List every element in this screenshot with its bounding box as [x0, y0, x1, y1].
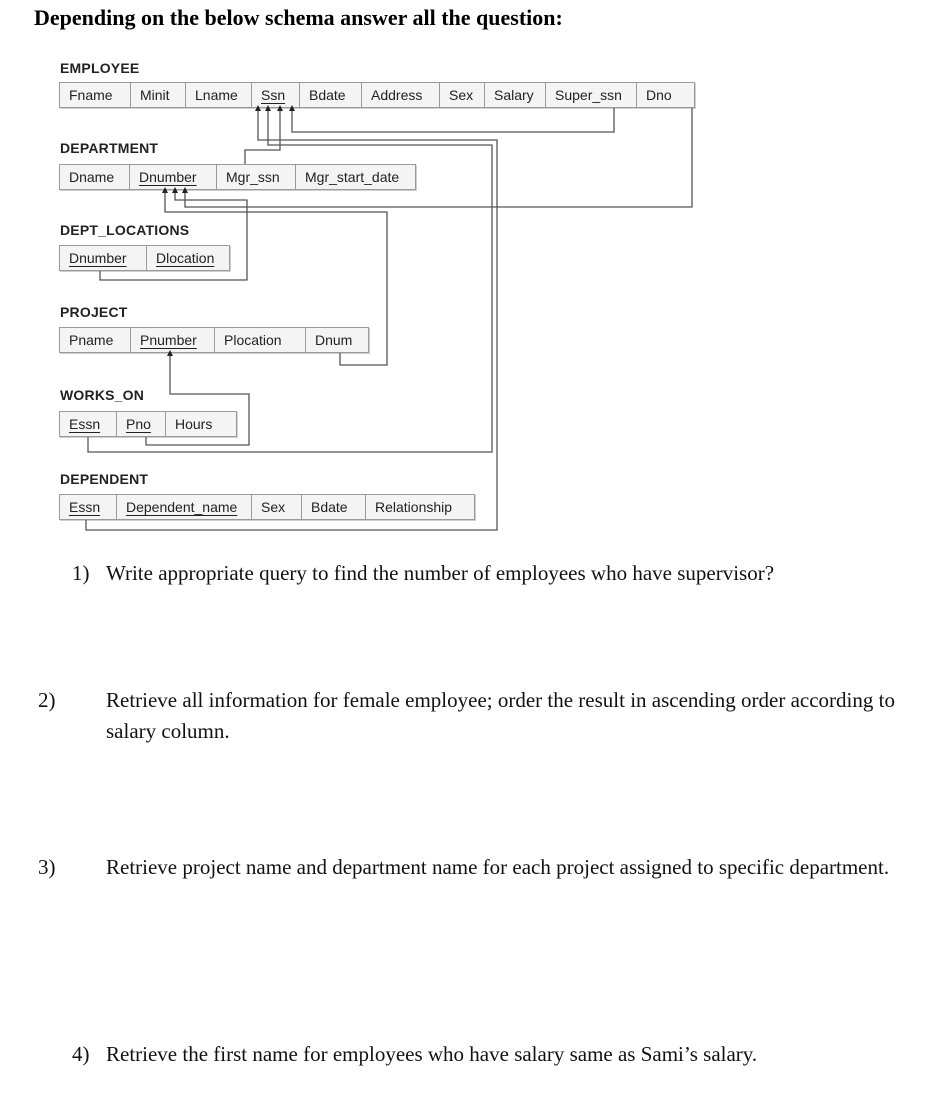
- attr-project-pnumber: Pnumber: [131, 328, 215, 352]
- attr-employee-salary: Salary: [485, 83, 546, 107]
- question-2-number: 2): [38, 688, 56, 712]
- fk-line-super-ssn: [292, 108, 614, 132]
- attr-dept-locations-dnumber: Dnumber: [60, 246, 147, 270]
- attr-dept-locations-dlocation: Dlocation: [156, 250, 215, 266]
- relation-employee: [59, 82, 695, 108]
- relation-title-dependent: DEPENDENT: [60, 471, 149, 487]
- attr-dependent-sex: Sex: [252, 495, 302, 519]
- attr-employee-minit: Minit: [131, 83, 186, 107]
- attr-project-pname: Pname: [60, 328, 131, 352]
- question-1-text: Write appropriate query to find the number of employees who have supervisor?: [106, 561, 775, 585]
- attr-employee-address: Address: [362, 83, 440, 107]
- fk-line-mgr-ssn: [245, 110, 280, 164]
- relation-department: [59, 164, 416, 190]
- attr-employee-fname: Fname: [60, 83, 131, 107]
- attr-project-plocation: Plocation: [215, 328, 306, 352]
- attr-employee-dno: Dno: [646, 87, 672, 103]
- attr-employee-super-ssn: Super_ssn: [546, 83, 637, 107]
- question-1-number: 1): [72, 561, 90, 585]
- attr-employee-bdate: Bdate: [300, 83, 362, 107]
- attr-department-dnumber: Dnumber: [130, 165, 217, 189]
- relation-title-employee: EMPLOYEE: [60, 60, 140, 76]
- fk-line-works-on-essn: [88, 110, 492, 452]
- relation-title-works-on: WORKS_ON: [60, 387, 145, 403]
- attr-works-on-pno: Pno: [117, 412, 166, 436]
- attr-project-dnum: Dnum: [315, 332, 353, 348]
- attr-employee-lname: Lname: [186, 83, 252, 107]
- page-heading: Depending on the below schema answer all the question:: [34, 5, 563, 30]
- question-4: [72, 1039, 892, 1070]
- attr-department-mgr-start-date: Mgr_start_date: [305, 169, 400, 185]
- question-3: [38, 852, 926, 883]
- question-4-number: 4): [72, 1042, 90, 1066]
- relation-works-on: [59, 411, 237, 437]
- attr-works-on-hours: Hours: [175, 416, 213, 432]
- attr-dependent-relationship: Relationship: [375, 499, 453, 515]
- attr-employee-ssn: Ssn: [252, 83, 300, 107]
- question-4-text: Retrieve the first name for employees who have salary same as Sami’s salary.: [106, 1042, 758, 1066]
- question-1: [72, 558, 892, 589]
- relation-title-department: DEPARTMENT: [60, 140, 159, 156]
- relation-dept-locations: [59, 245, 230, 271]
- attr-department-mgr-ssn: Mgr_ssn: [217, 165, 296, 189]
- attr-dependent-dependent-name: Dependent_name: [117, 495, 252, 519]
- question-2: [38, 685, 926, 747]
- question-3-text: Retrieve project name and department name for each project assigned to specific department.: [106, 855, 890, 879]
- relation-project: [59, 327, 369, 353]
- attr-works-on-essn: Essn: [60, 412, 117, 436]
- attr-dependent-bdate: Bdate: [302, 495, 366, 519]
- attr-employee-sex: Sex: [440, 83, 485, 107]
- question-3-number: 3): [38, 855, 56, 879]
- attr-department-dname: Dname: [60, 165, 130, 189]
- attr-dependent-essn: Essn: [60, 495, 117, 519]
- relation-title-dept-locations: DEPT_LOCATIONS: [60, 222, 190, 238]
- fk-line-dno: [185, 108, 692, 207]
- question-2-text: Retrieve all information for female employee; order the result in ascending order according to salary column.: [106, 688, 895, 743]
- relation-title-project: PROJECT: [60, 304, 128, 320]
- relation-dependent: [59, 494, 475, 520]
